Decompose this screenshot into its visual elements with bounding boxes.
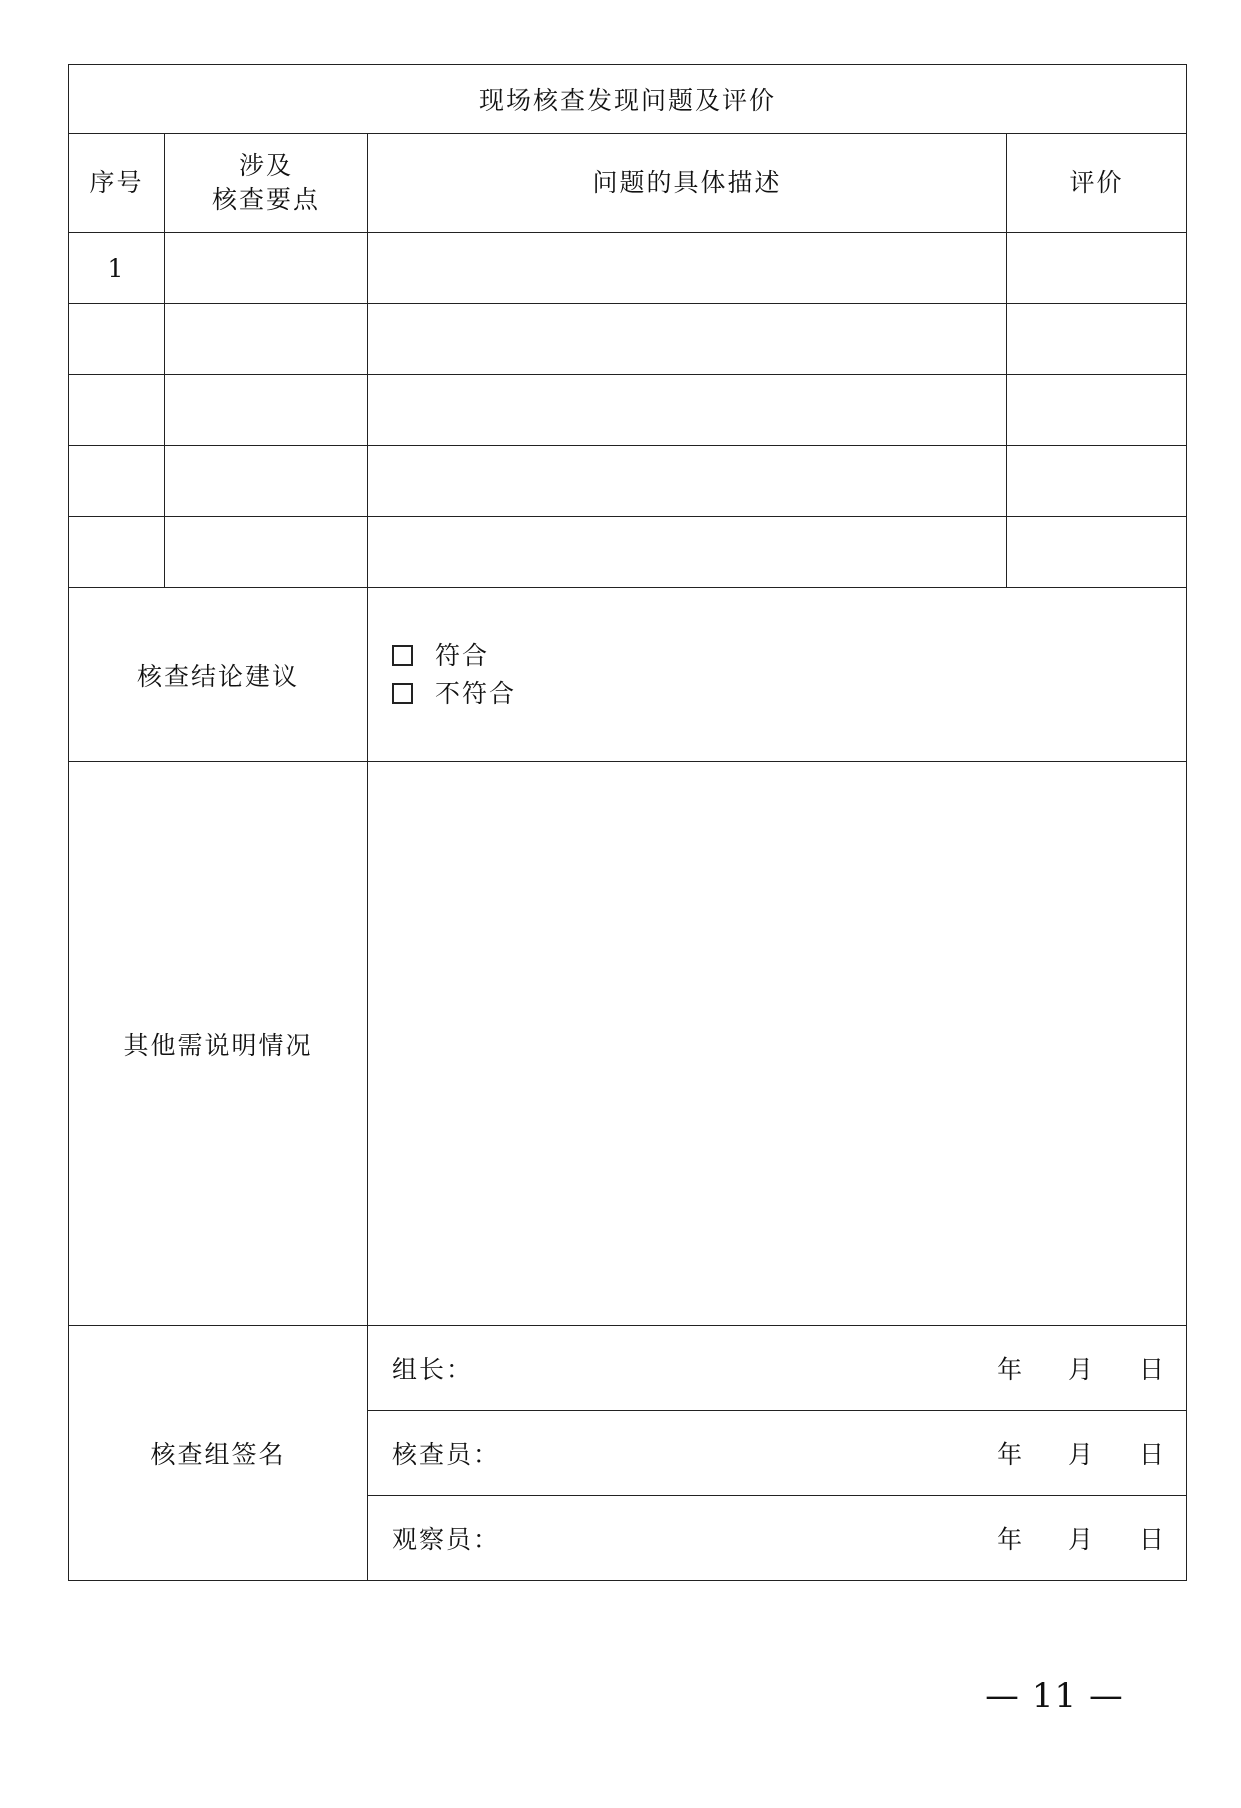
row-description-cell[interactable] [368,517,1007,588]
row-evaluation-cell[interactable] [1007,446,1187,517]
observer-label: 观察员： [392,1525,501,1554]
day-label: 日 [1139,1440,1167,1469]
header-evaluation: 评价 [1007,134,1187,233]
other-notes-label: 其他需说明情况 [69,762,368,1326]
dash-left: — [985,1676,1020,1716]
date-field [997,1520,1166,1556]
conclusion-row [69,588,1187,762]
year-label: 年 [997,1525,1025,1554]
date-field [997,1350,1166,1386]
row-points-cell[interactable] [165,517,368,588]
year-label: 年 [997,1355,1025,1384]
row-seq-cell[interactable] [69,375,165,446]
other-notes-content[interactable] [368,762,1187,1326]
month-label: 月 [1068,1355,1096,1384]
header-seq: 序号 [69,134,165,233]
signature-inspector-cell[interactable] [368,1411,1187,1496]
month-label: 月 [1068,1525,1096,1554]
conform-checkbox[interactable] [392,645,413,666]
option-conform[interactable] [392,639,489,673]
signature-leader-cell[interactable] [368,1326,1187,1411]
header-points [165,134,368,233]
conform-label: 符合 [435,640,490,670]
table-row [69,375,1187,446]
table-row [69,233,1187,304]
signature-label: 核查组签名 [69,1326,368,1581]
row-points-cell[interactable] [165,375,368,446]
page-number-value: 11 [1031,1676,1078,1716]
row-seq-cell[interactable]: 1 [69,233,165,304]
nonconform-label: 不符合 [435,678,517,708]
table-row [69,446,1187,517]
other-notes-row [69,762,1187,1326]
header-description: 问题的具体描述 [368,134,1007,233]
option-nonconform[interactable] [392,677,516,711]
row-description-cell[interactable] [368,446,1007,517]
conclusion-checklist [392,639,1186,711]
header-row [69,134,1187,233]
month-label: 月 [1068,1440,1096,1469]
row-description-cell[interactable] [368,304,1007,375]
table-row [69,304,1187,375]
row-points-cell[interactable] [165,233,368,304]
verification-form-table [68,64,1187,1581]
header-points-line2: 核查要点 [211,185,320,214]
page-number [985,1676,1135,1716]
row-evaluation-cell[interactable] [1007,517,1187,588]
row-description-cell[interactable] [368,233,1007,304]
row-evaluation-cell[interactable] [1007,375,1187,446]
row-points-cell[interactable] [165,446,368,517]
form-title-row [69,65,1187,134]
row-evaluation-cell[interactable] [1007,304,1187,375]
row-points-cell[interactable] [165,304,368,375]
inspector-label: 核查员： [392,1440,501,1469]
form-title: 现场核查发现问题及评价 [69,65,1187,134]
table-row [69,517,1187,588]
day-label: 日 [1139,1355,1167,1384]
signature-observer-cell[interactable] [368,1496,1187,1581]
header-points-line1: 涉及 [238,151,293,180]
row-seq-cell[interactable] [69,517,165,588]
signature-row [69,1326,1187,1411]
row-evaluation-cell[interactable] [1007,233,1187,304]
year-label: 年 [997,1440,1025,1469]
dash-right: — [1088,1676,1124,1716]
row-seq-cell[interactable] [69,446,165,517]
leader-label: 组长： [392,1355,474,1384]
nonconform-checkbox[interactable] [392,683,413,704]
conclusion-options [368,588,1187,762]
date-field [997,1435,1166,1471]
row-description-cell[interactable] [368,375,1007,446]
row-seq-cell[interactable] [69,304,165,375]
day-label: 日 [1139,1525,1167,1554]
conclusion-label: 核查结论建议 [69,588,368,762]
